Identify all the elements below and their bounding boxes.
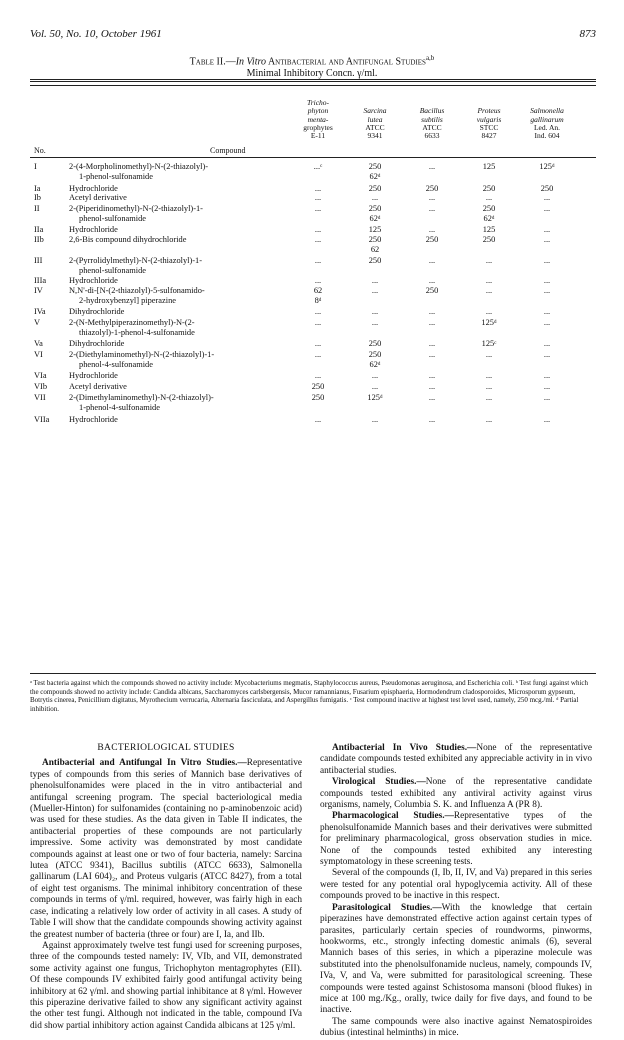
mic-value: ... [314,225,322,234]
organism-header-line: Bacillus [419,106,445,116]
mic-value: ... [543,193,551,202]
table-row [0,360,624,370]
organism-header-line: Tricho- [306,98,330,107]
compound-name: N,N'-di-[N-(2-thiazolyl)-5-sulfonamido- [69,286,205,295]
table-caption-suffix: Antibacterial and Antifungal Studies [266,56,426,68]
table-row [0,286,624,296]
table-row [0,235,624,245]
organism-header-line: phyton [307,106,329,116]
organism-header-line: 6633 [424,131,440,141]
mic-value: ... [543,339,551,348]
mic-value: ... [428,307,436,316]
mic-value: ... [371,318,379,327]
table-top-rule-2 [30,85,596,86]
table-row [0,225,624,235]
compound-number: VII [34,393,46,402]
organism-header-2 [405,99,459,140]
mic-value: 125ᶜ [481,339,497,348]
mic-value: ... [485,286,493,295]
paragraph-in-vivo: None of the representative candidate compounds tested exhibited any appreciable activity in in vivo antibacterial studies. [320,743,592,776]
compound-name: Acetyl derivative [69,193,127,202]
subheading-pharmacological: Pharmacological Studies.— [332,811,454,822]
mic-value: 250 [311,382,325,391]
mic-value: 250 [368,256,382,265]
compound-name: thiazolyl)-1-phenol-4-sulfonamide [79,328,195,337]
table-subtitle: Minimal Inhibitory Concn. γ/ml. [246,68,378,80]
compound-number: IIa [34,225,44,234]
compound-number: IIb [34,235,44,244]
mic-value: ... [428,415,436,424]
compound-number: VI [34,350,43,359]
table-row [0,296,624,306]
mic-value: ... [485,371,493,380]
compound-number: IIIa [34,276,47,285]
table-row [0,214,624,224]
mic-value: ... [314,256,322,265]
mic-value: ... [428,276,436,285]
compound-name: 2-(Dimethylaminomethyl)-N-(2-thiazolyl)- [69,393,214,402]
paragraph-antifungal: Against approximately twelve test fungi used for screening purposes, three of the compounds tested namely: IV, VIb, and VII, demonstrated some activity against one fungus, Trichophyton mentagrophytes (EII). Of these compounds IV exhibited fairly good antifungal activity being inhibitory at 62 γ/ml. and showing partial inhibitance at 8 γ/ml. However this piperazine derivative failed to show any significant activity against the other test fungi. Although not indicated in the table, compound IVa did show partial inhibitory action against Candida albicans at 125 γ/ml. [30,940,302,1031]
mic-value: 250 [368,235,382,244]
table-row [0,204,624,214]
table-row [0,371,624,381]
mic-value: ... [371,276,379,285]
compound-name: 2-(Diethylaminomethyl)-N-(2-thiazolyl)-1- [69,350,215,359]
right-column [320,743,592,1040]
paragraph-parasitological: With the knowledge that certain piperazines have demonstrated effective action against certain types of parasites, particularly certain species of roundworms, pinworms, hookworms, etc., strongly infecting domestic animals (6), several Mannich bases of this series, in which a piperazine molecule was substituted into the phenolsulfonamide nucleus, namely, compounds IV, IVa, V, and Va, were submitted for parasitological screening. These compounds were tested against Schistosoma mansoni (blood flukes) in mice at 100 mg./Kg., orally, twice daily for five days, and found to be inactive. [320,902,592,1016]
compound-name: phenol-sulfonamide [79,214,146,223]
mic-value: ... [485,193,493,202]
organism-header-line: gallinarum [530,114,564,124]
running-header-volume: Vol. 50, No. 10, October 1961 [30,28,162,40]
table-row [0,403,624,413]
compound-name: Hydrochloride [69,415,118,424]
mic-value: 125ᵈ [539,162,555,171]
compound-name: phenol-4-sulfonamide [79,360,153,369]
mic-value: ... [371,415,379,424]
mic-value: ... [543,276,551,285]
organism-header-line: ATCC [422,122,442,132]
mic-value: ... [543,415,551,424]
mic-value: ... [371,286,379,295]
table-row [0,415,624,425]
table-caption-prefix: Table II.— [189,56,236,68]
organism-header-line: 9341 [367,131,383,141]
mic-value: 8ᵈ [314,296,322,305]
mic-value: ... [314,204,322,213]
organism-header-line: E-11 [310,131,326,141]
organism-header-4 [520,99,574,140]
table-row [0,172,624,182]
mic-value: ... [314,276,322,285]
mic-value: ... [428,371,436,380]
table-row [0,256,624,266]
mic-value: 250 [311,393,325,402]
mic-value: ... [371,382,379,391]
compound-number: VIIa [34,415,50,424]
page-number: 873 [579,28,596,40]
table-row [0,382,624,392]
mic-value: 125ᵈ [367,393,383,402]
organism-header-line: Salmonella [530,106,564,116]
organism-header-3 [462,99,516,140]
mic-value: ... [543,204,551,213]
mic-value: 125 [482,225,496,234]
mic-value: ... [485,393,493,402]
mic-value: ... [485,350,493,359]
mic-value: 250 [482,235,496,244]
mic-value: ... [485,415,493,424]
paragraph-pharmacological: Representative types of the phenolsulfonamide Mannich bases and their derivatives were submitted for preliminary pharmacological, gross observation studies in mice. None of the compounds tested exhibited any interesting symptomatology in these screening tests. [320,811,592,868]
organism-header-line: STCC [479,122,499,132]
mic-value: 250 [368,350,382,359]
mic-value: ... [428,382,436,391]
mic-value: ... [543,286,551,295]
mic-value: ... [371,371,379,380]
mic-value: ... [543,382,551,391]
organism-header-line: Proteus [477,106,501,116]
compound-name: Hydrochloride [69,371,118,380]
table-bottom-rule [30,673,596,674]
mic-value: 62ᵈ [369,214,381,223]
table-row [0,266,624,276]
compound-number: Va [34,339,43,348]
mic-value: ... [543,350,551,359]
organism-header-line: lutea [367,114,383,124]
table-row [0,193,624,203]
table-header-rule [30,157,596,158]
mic-value: ... [314,339,322,348]
compound-number: Ia [34,184,41,193]
table-row [0,245,624,255]
mic-value: 125ᵈ [481,318,497,327]
table-caption [0,52,624,80]
mic-value: ... [371,193,379,202]
compound-name: Dihydrochloride [69,307,125,316]
table-row [0,276,624,286]
table-top-rule [30,79,596,82]
mic-value: 250 [425,184,439,193]
mic-value: ... [543,256,551,265]
subheading-virological: Virological Studies.— [332,777,426,788]
table-row [0,393,624,403]
compound-number: Ib [34,193,41,202]
mic-value: ...ᶜ [313,162,323,171]
mic-value: ... [485,382,493,391]
mic-value: ... [428,350,436,359]
compound-name: 2,6-Bis compound dihydrochloride [69,235,187,244]
mic-value: ... [543,318,551,327]
compound-number: II [34,204,40,213]
compound-number: VIb [34,382,48,391]
mic-value: ... [314,184,322,193]
subheading-in-vitro: Antibacterial and Antifungal In Vitro Studies.— [42,758,247,769]
mic-value: 250 [425,235,439,244]
table-row [0,307,624,317]
mic-value: ... [314,350,322,359]
mic-value: ... [314,318,322,327]
paragraph-hypoglycemia: Several of the compounds (I, Ib, II, IV, and Va) prepared in this series were tested for any potential oral hypoglycemia activity. All of these compounds proved to be inactive in this respect. [320,868,592,902]
compound-name: 2-hydroxybenzyl] piperazine [79,296,176,305]
mic-value: 250 [540,184,554,193]
compound-number: VIa [34,371,47,380]
mic-value: 250 [368,204,382,213]
left-column [30,743,302,1032]
mic-value: ... [428,193,436,202]
organism-header-line: Sarcina [363,106,387,116]
mic-value: 62 [313,286,323,295]
mic-value: 62ᵈ [369,172,381,181]
mic-value: ... [314,307,322,316]
organism-header-line: menta- [307,114,329,124]
mic-value: ... [428,225,436,234]
mic-value: 62ᵈ [369,360,381,369]
organism-header-line: 8427 [481,131,497,141]
section-heading: BACTERIOLOGICAL STUDIES [97,743,235,753]
organism-header-line: vulgaris [476,114,502,124]
organism-header-line: ATCC [365,122,385,132]
mic-value: ... [428,339,436,348]
mic-value: ... [428,162,436,171]
compound-number: V [34,318,41,327]
mic-value: ... [543,235,551,244]
mic-value: ... [543,225,551,234]
paragraph-virological: None of the representative candidate compounds tested exhibited any antiviral activity against virus organisms, namely, Columbia S. K. and Influenza A (PR 8). [320,777,592,811]
mic-value: ... [485,256,493,265]
table-caption-sup: a,b [425,54,435,62]
compound-number: III [34,256,43,265]
compound-name: 2-(Piperidinomethyl)-N-(2-thiazolyl)-1- [69,204,203,213]
organism-header-line: subtilis [421,114,443,124]
mic-value: ... [428,256,436,265]
organism-header-1 [348,99,402,140]
mic-value: ... [485,276,493,285]
organism-header-line: Led. An. [533,122,561,132]
mic-value: 250 [482,204,496,213]
mic-value: 125 [482,162,496,171]
compound-name: Hydrochloride [69,225,118,234]
compound-number: IV [34,286,43,295]
mic-value: ... [428,393,436,402]
compound-name: Hydrochloride [69,184,118,193]
table-row [0,339,624,349]
compound-name: 2-(4-Morpholinomethyl)-N-(2-thiazolyl)- [69,162,209,171]
compound-number: I [34,162,37,171]
organism-header-0 [291,99,345,140]
table-row [0,318,624,328]
subheading-in-vivo: Antibacterial In Vivo Studies.— [332,743,477,753]
mic-value: ... [314,371,322,380]
mic-value: ... [428,318,436,327]
compound-name: Hydrochloride [69,276,118,285]
organism-header-line: grophytes [303,122,333,132]
compound-name: Acetyl derivative [69,382,127,391]
mic-value: 250 [368,162,382,171]
compound-name: Dihydrochloride [69,339,125,348]
table-footnotes: ᵃ Test bacteria against which the compounds showed no activity include: Mycobacteriums megmatis, Staphylococcus aureus, Pseudomonas aeruginosa, and Escherichia coli. ᵇ Test fungi against which the compounds showed no activity include: Candida albicans, Saccharomyces carlsbergensis, Mucor ramannianus, Fusarium episphaeria, Hormodendrum cladosporoides, Microsporum gypseum, Botrytis cinerea, Penicillium digitatus, Myrothecium verrucaria, Alternaria fasciculata, and Aspergillus fumigatis. ᶜ Test compound inactive at highest test level used, namely, 250 mcg./ml. ᵈ Partial inhibition. [30,679,589,713]
compound-name: 1-phenol-sulfonamide [79,172,153,181]
organism-header-line: Ind. 604 [534,131,560,141]
table-row [0,162,624,172]
compound-name: 2-(N-Methylpiperazinomethyl)-N-(2- [69,318,195,327]
compound-name: 2-(Pyrrolidylmethyl)-N-(2-thiazolyl)-1- [69,256,203,265]
mic-value: ... [485,307,493,316]
compound-name: 1-phenol-4-sulfonamide [79,403,160,412]
mic-value: 250 [368,184,382,193]
mic-value: ... [314,193,322,202]
table-row [0,350,624,360]
paragraph-nematospiroides: The same compounds were also inactive against Nematospiroides dubius (intestinal helminths) in mice. [320,1016,592,1039]
table-row [0,328,624,338]
column-header-compound: Compound [210,146,246,155]
mic-value: ... [543,307,551,316]
compound-number: IVa [34,307,46,316]
mic-value: 250 [482,184,496,193]
paragraph-in-vitro: Representative types of compounds from this series of Mannich base derivatives of phenolsulfonamides were placed in the in vitro antibacterial and antifungal screening program. The special bacteriological media (Mueller-Hinton) for sulfonamides (containing no p-aminobenzoic acid) was used for these studies. As the data given in Table II indicates, the antibacterial properties of these compounds are not particularly impressive. Some activity was demonstrated by most candidate compounds against at least one or two of four bacteria, namely: Sarcina lutea (ATCC 9341), Bacillus subtilis (ATCC 6633), Salmonella gallinarum (LAI 604)₂, and Proteus vulgaris (ATCC 8427), from a total of eight test organisms. The minimal inhibitory concentration of these compounds in terms of γ/ml. required, however, was fairly high in each case, indicating a relatively low order of activity in all cases. A study of Table I will show that the candidate compounds showing activity against the greatest number of bacteria (three or four) are I, Ia, and IIb. [30,758,302,940]
subheading-parasitological: Parasitological Studies.— [332,902,442,913]
mic-value: 62 [370,245,380,254]
mic-value: 125 [368,225,382,234]
compound-name: phenol-sulfonamide [79,266,146,275]
mic-value: ... [543,393,551,402]
mic-value: 62ᵈ [483,214,495,223]
mic-value: ... [314,235,322,244]
mic-value: ... [314,415,322,424]
mic-value: ... [371,307,379,316]
mic-value: 250 [368,339,382,348]
table-caption-italic: In Vitro [235,56,266,68]
mic-value: ... [428,204,436,213]
mic-value: 250 [425,286,439,295]
mic-value: ... [543,371,551,380]
column-header-no: No. [34,146,46,155]
